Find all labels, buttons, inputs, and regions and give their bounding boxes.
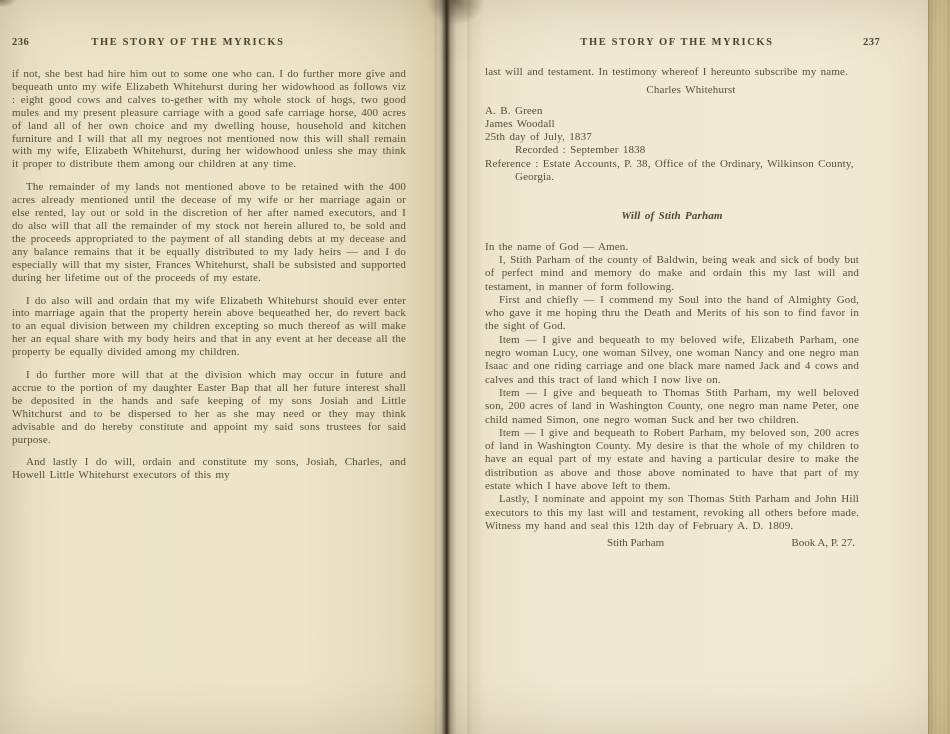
- book-reference: Book A, P. 27.: [791, 537, 855, 550]
- paragraph: Item — I give and bequeath to my beloved wife, Elizabeth Parham, one negro woman Lucy, one woman Silvey, one woman Nancy and one negro man Isaac and one riding carriage and one black mare named Jack and 4 cows and calves and this tract of land which I now live on.: [485, 333, 859, 386]
- recorded-line: Recorded : September 1838: [515, 144, 646, 157]
- section-heading: Will of Stith Parham: [621, 210, 723, 223]
- closing-signature-row: [485, 537, 859, 550]
- left-page: [0, 0, 437, 734]
- right-running-head: [467, 37, 929, 53]
- testator-signature: Charles Whitehurst: [646, 84, 736, 97]
- paragraph: In the name of God — Amen.: [485, 240, 629, 253]
- paragraph: Item — I give and bequeath to Robert Parham, my beloved son, 200 acres of land in Washington County. My desire is that the whole of my children to have an equal part of my estate and having a particular desire to make the distribution as above and those above nominated to have that part of my estate which I have above left to them.: [485, 426, 859, 493]
- right-header-title: THE STORY OF THE MYRICKS: [580, 37, 774, 48]
- paragraph: I, Stith Parham of the county of Baldwin, being weak and sick of body but of perfect mind and memory do make and ordain this my last will and testament, in manner of form following.: [485, 253, 859, 293]
- right-page: [467, 0, 929, 734]
- paragraph: And lastly I do will, ordain and constitute my sons, Josiah, Charles, and Howell Little Whitehurst executors of this my: [12, 456, 406, 482]
- paragraph: Lastly, I nominate and appoint my son Thomas Stith Parham and John Hill executors to this my last will and testament, revoking all others before made. Witness my hand and seal this 12th day of February A. D. 1809.: [485, 493, 859, 532]
- right-page-number: 237: [863, 37, 881, 48]
- left-text-column: [12, 68, 406, 492]
- closing-signature: Stith Parham: [607, 537, 665, 550]
- reference-line: Reference : Estate Accounts, P. 38, Office of the Ordinary, Wilkinson County, Georgia.: [485, 157, 854, 184]
- paragraph: if not, she best had hire him out to some one who can. I do further more give and bequeath unto my wife Elizabeth Whitehurst during her widowhood as follows viz : eight good cows and calves to-gether with my whole stock of hogs, two good mules and my present pleasure carriage with a good safe carriage horse, 400 acres of land all of her own choice and my dwelling house, household and kitchen furniture and I will that all my negroes not mentioned now this will shall remain with my wife, Elizabeth Whitehurst, during her widowhood unless she may think it proper to distribute them among our children at any time.: [12, 68, 406, 171]
- witness-name: A. B. Green: [485, 104, 543, 117]
- left-header-title: THE STORY OF THE MYRICKS: [91, 37, 285, 48]
- left-running-head: [0, 37, 437, 53]
- book-spine-gutter-shadow: [433, 0, 471, 734]
- paragraph: Item — I give and bequeath to Thomas Stith Parham, my well beloved son, 200 acres of land in Washington County, one negro man name Peter, one child named Simon, one negro woman Suck and her two children.: [485, 386, 859, 426]
- paragraph: I do also will and ordain that my wife Elizabeth Whitehurst should ever enter into marriage again that the property herein above bequeathed her, do revert back to an equal division between my children excepting so much thereof as will make her an equal share with my body heirs and that in any event at her decease all the property be equally divided among my children.: [12, 294, 406, 359]
- paragraph: First and chiefly — I commend my Soul into the hand of Almighty God, who gave it me hoping thru the Death and Merits of his son to find favor in the sight of God.: [485, 293, 859, 333]
- paragraph: I do further more will that at the division which may occur in future and accrue to the portion of my daughter Easter Bap that all her future interest shall be deposited in the hands and safe keeping of my sons Josiah and Little Whitchurst and to be dispersed to her as she may need or they may think advisable and do hereby constitute and appoint my said sons trustees for said purpose.: [12, 369, 406, 446]
- fore-edge-page-stack: [928, 0, 950, 734]
- left-page-number: 236: [12, 37, 30, 48]
- right-text-column: [485, 66, 859, 551]
- paragraph: The remainder of my lands not mentioned above to be retained with the 400 acres already mentioned until the decease of my wife or her marriage again or else rented, lay out or sold in the discretion of her after named executors, and I do also will that all the remainder of my stock not herein allured to, be sold and the proceeds appropriated to the payment of all standing debts at my decease and any balance remains that it be equally distributed to my lady heirs — and I do especially will that my sister, Frances Whitehurst, shall be subsisted and supported during her lifetime out of the proceeds of my estate.: [12, 181, 406, 284]
- gutter-top-shadow: [425, 0, 485, 26]
- paragraph: last will and testament. In testimony whereof I hereunto subscribe my name.: [485, 66, 848, 78]
- will-date-line: 25th day of July, 1837: [485, 131, 592, 144]
- witness-name: James Woodall: [485, 117, 555, 130]
- scan-corner-shadow: [0, 0, 16, 7]
